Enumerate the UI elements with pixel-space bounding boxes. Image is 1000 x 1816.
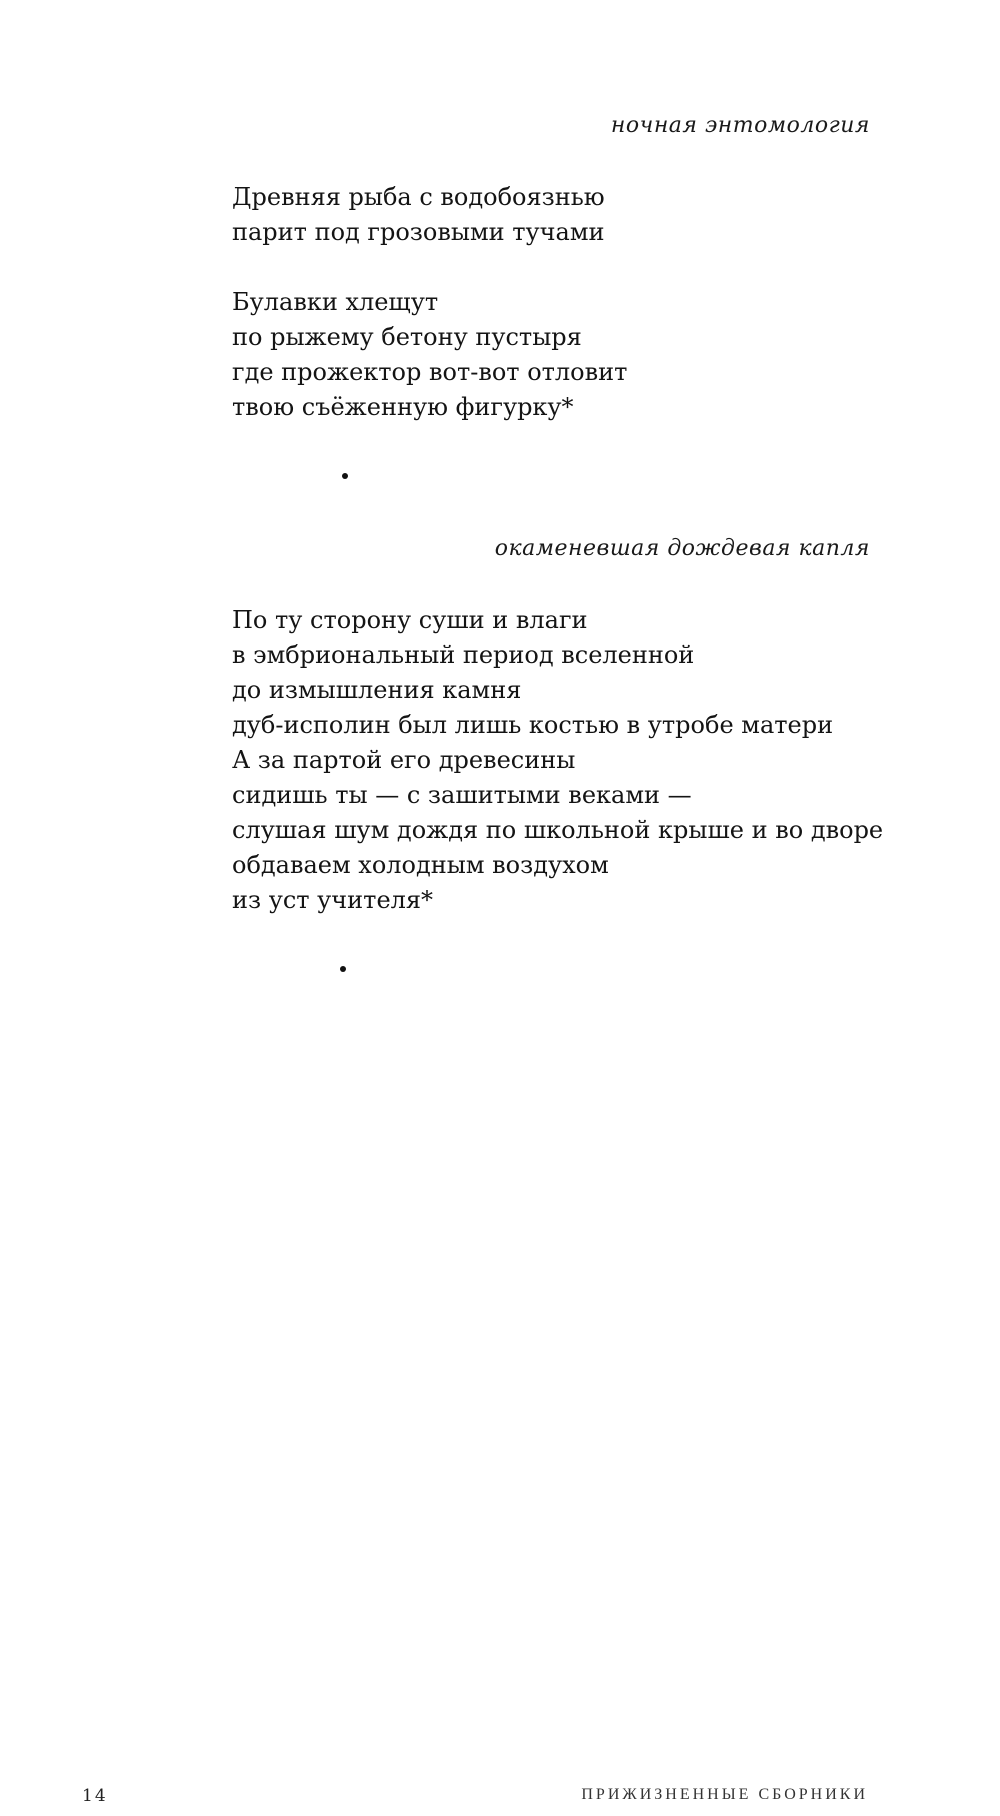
poem-line: Древняя рыба с водобоязнью: [232, 183, 605, 211]
poem-line: слушая шум дождя по школьной крыше и во дворе: [232, 816, 884, 844]
poem-title: ночная энтомология: [610, 113, 870, 138]
poem-title: окаменевшая дождевая капля: [494, 536, 870, 561]
poem-line: А за партой его древесины: [232, 746, 576, 774]
page-number: 14: [82, 1786, 108, 1806]
running-footer-title: ПРИЖИЗНЕННЫЕ СБОРНИКИ: [581, 1786, 868, 1803]
poem-line: сидишь ты — с зашитыми веками —: [232, 781, 692, 809]
poem-line: По ту сторону суши и влаги: [232, 606, 588, 634]
poem-line: дуб-исполин был лишь костью в утробе матери: [232, 711, 834, 739]
poem-stanza: [232, 603, 883, 918]
poem-line: по рыжему бетону пустыря: [232, 323, 582, 351]
poem-line: Булавки хлещут: [232, 288, 439, 316]
poem-line: где прожектор вот-вот отловит: [232, 358, 628, 386]
poem-line: твою съёженную фигурку*: [232, 393, 574, 421]
poem-stanza: [232, 285, 627, 425]
section-divider-dot: [340, 966, 346, 972]
poem-line: парит под грозовыми тучами: [232, 218, 605, 246]
poem-stanza: [232, 180, 605, 250]
poem-line: в эмбриональный период вселенной: [232, 641, 695, 669]
section-divider-dot: [342, 473, 348, 479]
poem-line: обдаваем холодным воздухом: [232, 851, 609, 879]
poem-line: до измышления камня: [232, 676, 522, 704]
poem-line: из уст учителя*: [232, 886, 434, 914]
